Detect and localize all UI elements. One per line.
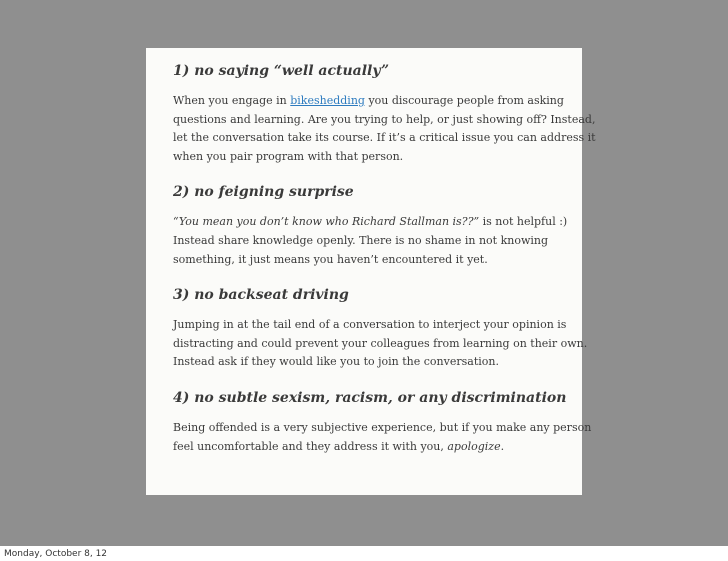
text-line xyxy=(173,213,582,232)
text-line: Jumping in at the tail end of a conversation to interject your opinion is xyxy=(173,318,567,332)
text-line: Being offended is a very subjective experience, but if you make any person xyxy=(173,420,592,434)
text-fragment: is not helpful :) xyxy=(479,215,568,229)
quote-text: “You mean you don’t know who Richard Stallman is??” xyxy=(173,215,480,229)
slide-image xyxy=(146,48,596,495)
apologize-emphasis: apologize xyxy=(447,439,501,453)
text-fragment: When you engage in xyxy=(173,94,291,107)
rule-1-text xyxy=(173,92,596,166)
rule-3-text xyxy=(173,316,588,372)
text-fragment: feel uncomfortable and they address it with you, xyxy=(173,439,448,453)
text-line: distracting and could prevent your colleagues from learning on their own. xyxy=(173,336,588,350)
text-line: something, it just means you haven’t encountered it yet. xyxy=(173,252,488,266)
rule-4-heading: 4) no subtle sexism, racism, or any discrimination xyxy=(173,389,567,406)
rule-1-heading: 1) no saying “well actually” xyxy=(173,63,390,79)
rule-3-heading: 3) no backseat driving xyxy=(173,287,349,304)
text-line: Instead ask if they would like you to join the conversation. xyxy=(173,355,499,369)
text-line: let the conversation take its course. If it’s a critical issue you can address it xyxy=(173,131,596,145)
rule-4-text xyxy=(173,419,592,456)
rule-2-text xyxy=(173,213,582,269)
text-fragment: . xyxy=(500,439,505,453)
text-line: questions and learning. Are you trying to help, or just showing off? Instead, xyxy=(173,112,596,126)
text-line xyxy=(173,438,582,457)
text-line: when you pair program with that person. xyxy=(173,149,404,163)
text-fragment: you discourage people from asking xyxy=(364,94,564,107)
rule-2-heading: 2) no feigning surprise xyxy=(173,184,354,201)
bikeshedding-link[interactable]: bikeshedding xyxy=(290,94,365,107)
text-line: Instead share knowledge openly. There is no shame in not knowing xyxy=(173,233,549,247)
text-line xyxy=(173,92,582,111)
slide-footer-date: Monday, October 8, 12 xyxy=(4,549,108,559)
